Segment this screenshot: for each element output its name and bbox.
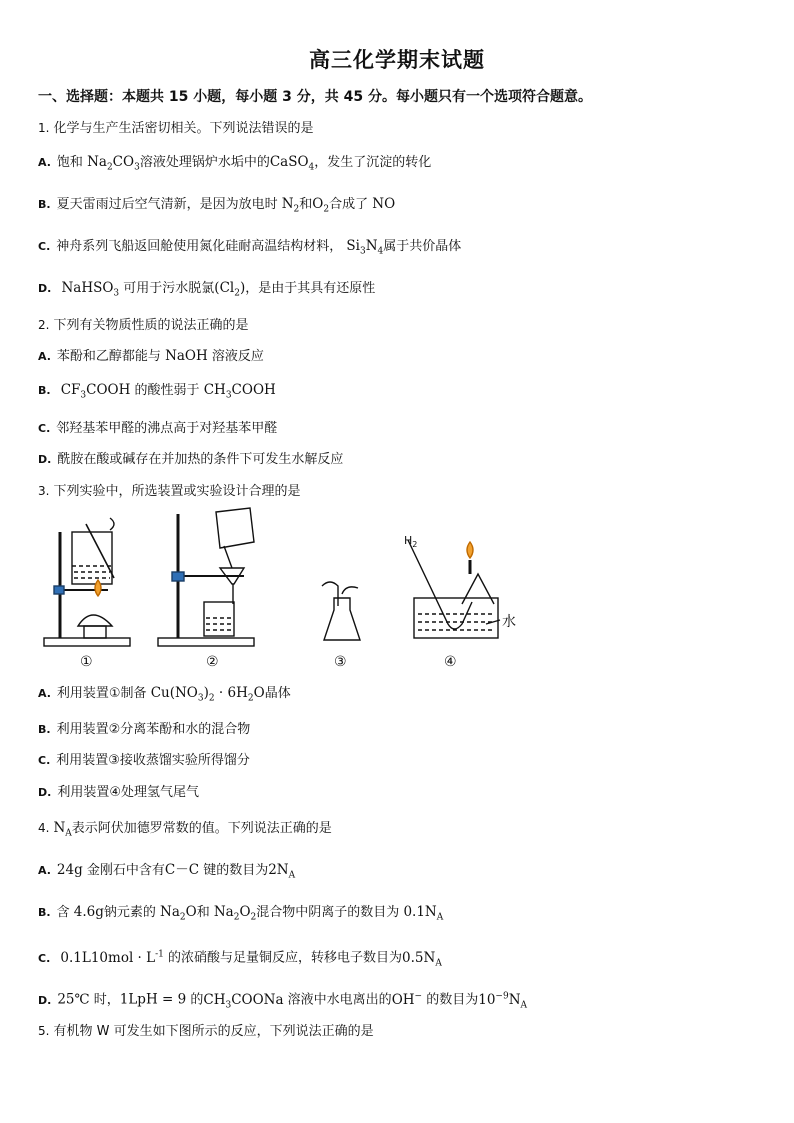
question-1-option-b: B. 夏天雷雨过后空气清新，是因为放电时 $N_2$和$O_2$合成了 NO <box>38 196 396 215</box>
section-header: 一、选择题：本题共 15 小题，每小题 3 分，共 45 分。每小题只有一个选项符合题意。 <box>38 89 592 105</box>
apparatus-2-filtration <box>158 508 254 646</box>
question-3-option-b: B. 利用装置②分离苯酚和水的混合物 <box>38 722 251 737</box>
question-4-stem: 4. $N_A$表示阿伏加德罗常数的值。下列说法正确的是 <box>38 820 332 839</box>
svg-text:②: ② <box>206 654 219 670</box>
question-3-option-d: D. 利用装置④处理氢气尾气 <box>38 785 199 800</box>
question-4-option-b: B. 含 4.6g钠元素的 $Na_2O$和 $Na_2O_2$混合物中阴离子的数目为 $0.1N_A$ <box>38 904 444 923</box>
question-1-option-a: A. 饱和 $Na_2CO_3$溶液处理锅炉水垢中的CaSO$_4$，发生了沉淀的转化 <box>38 154 432 173</box>
question-2-stem: 2. 下列有关物质性质的说法正确的是 <box>38 318 249 333</box>
apparatus-4-gas-trough <box>408 540 500 638</box>
question-1-stem: 1. 化学与生产生活密切相关。下列说法错误的是 <box>38 121 314 136</box>
question-5-stem: 5. 有机物 W 可发生如下图所示的反应，下列说法正确的是 <box>38 1024 374 1039</box>
question-2-option-c: C. 邻羟基苯甲醛的沸点高于对羟基苯甲醛 <box>38 421 278 436</box>
apparatus-figure <box>38 506 538 676</box>
svg-text:①: ① <box>80 654 93 670</box>
question-2-option-a: A. 苯酚和乙醇都能与 NaOH 溶液反应 <box>38 348 264 364</box>
question-3-option-a: A. 利用装置①制备 $Cu(NO_3)_2 \cdot 6H_2O$晶体 <box>38 685 291 704</box>
question-3-option-c: C. 利用装置③接收蒸馏实验所得馏分 <box>38 753 250 768</box>
svg-text:H2: $H_2$ <box>404 534 418 549</box>
question-2-option-b: B. $CF_3COOH$ 的酸性弱于 $CH_3COOH$ <box>38 382 276 401</box>
question-1-option-c: C. 神舟系列飞船返回舱使用氮化硅耐高温结构材料， $Si_3N_4$属于共价晶体 <box>38 238 462 257</box>
page-title: 高三化学期末试题 <box>309 48 485 72</box>
svg-text:④: ④ <box>444 654 457 670</box>
question-3-stem: 3. 下列实验中，所选装置或实验设计合理的是 <box>38 484 301 499</box>
svg-text:③: ③ <box>334 654 347 670</box>
question-4-option-d: D. 25℃ 时，1LpH = 9 的$CH_3COONa$ 溶液中水电离出的OH− 的数目为$10^{-9}N_A$ <box>38 991 528 1011</box>
apparatus-1-evaporation <box>44 518 130 646</box>
apparatus-3-receiver <box>322 582 360 640</box>
question-4-option-c: C. $0.1L10mol \cdot L^{-1}$ 的浓硝酸与足量铜反应，转移电子数目为$0.5N_A$ <box>38 949 442 969</box>
question-2-option-d: D. 酰胺在酸或碱存在并加热的条件下可发生水解反应 <box>38 452 344 467</box>
question-1-option-d: D. NaHSO$_3$ 可用于污水脱氯$(Cl_2)$，是由于其具有还原性 <box>38 280 376 299</box>
svg-text:水: 水 <box>502 614 516 630</box>
question-4-option-a: A. 24g 金刚石中含有C－C 键的数目为$2N_A$ <box>38 862 296 881</box>
